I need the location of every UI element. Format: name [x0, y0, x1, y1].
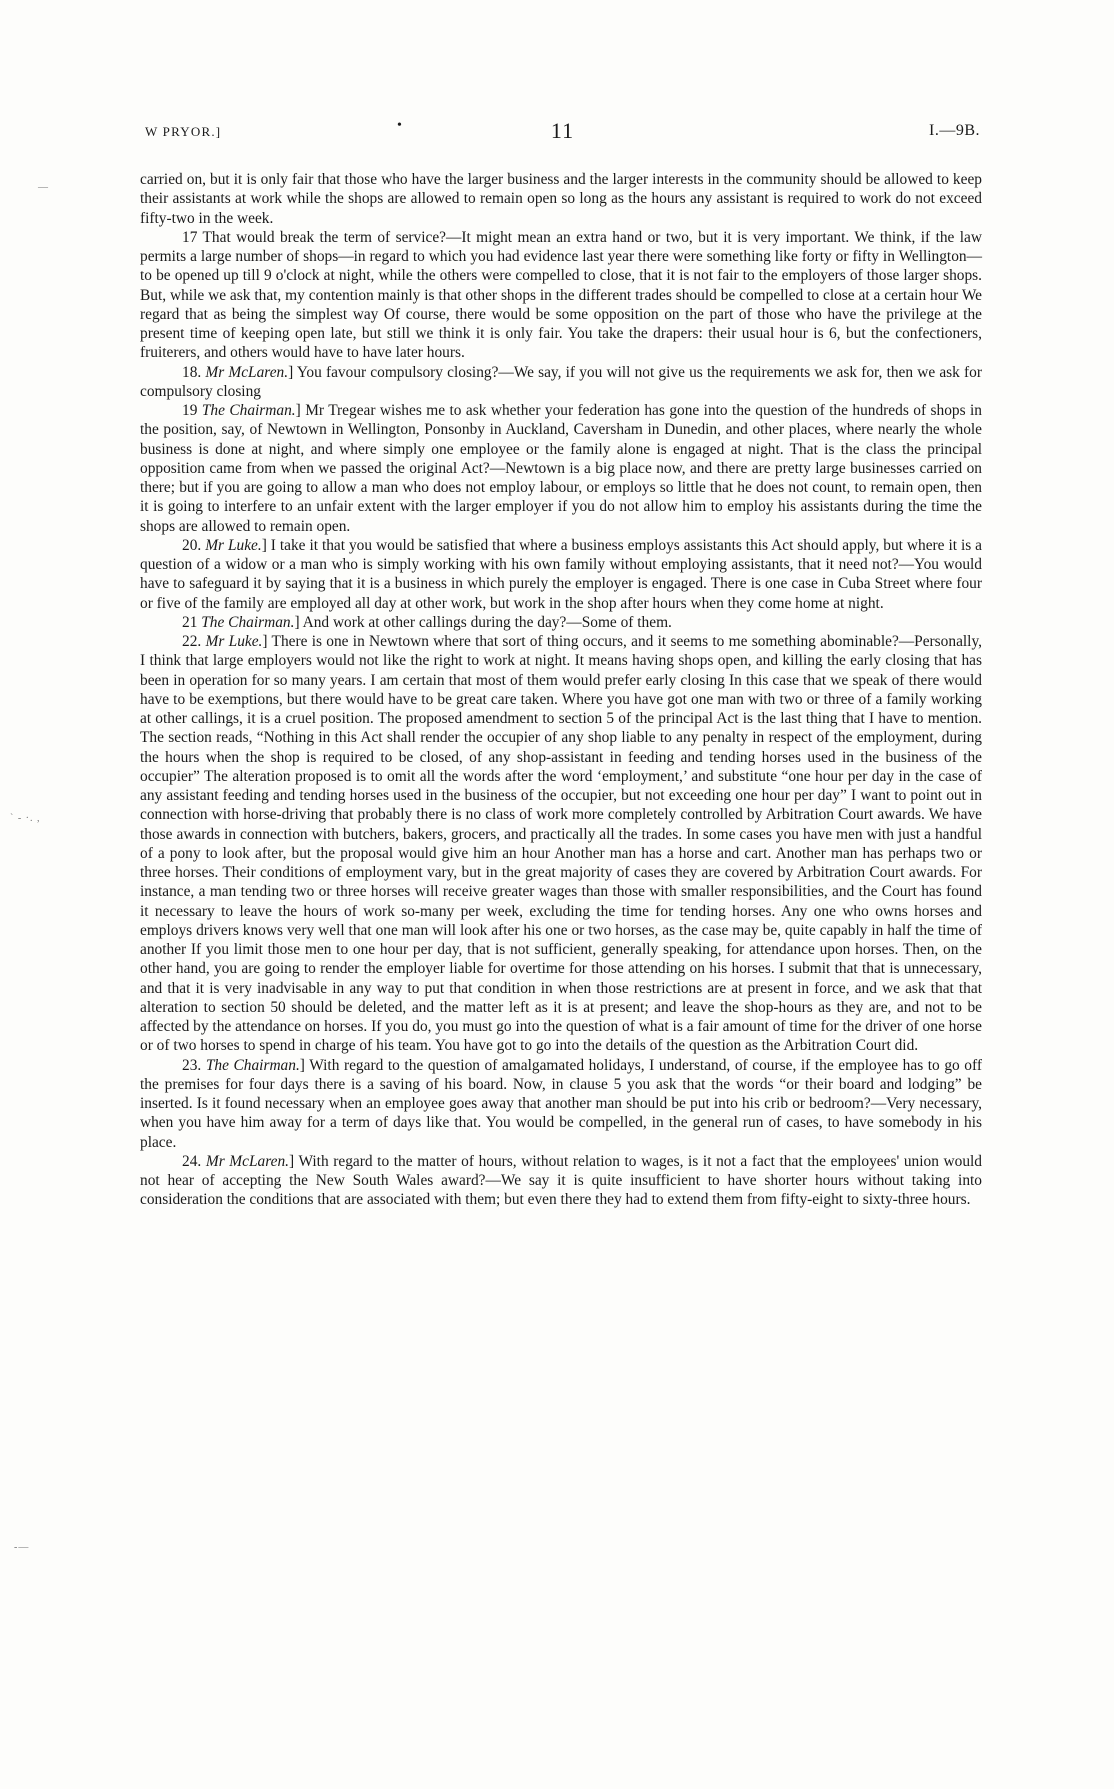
paragraph-q19: [140, 401, 982, 536]
question-number: 18.: [182, 363, 202, 381]
speaker-name: The Chairman.: [201, 402, 296, 419]
question-number: 20.: [182, 536, 202, 554]
body-text: [140, 170, 982, 1210]
document-reference: I.—9B.: [929, 122, 980, 139]
paragraph-text: ] With regard to the question of amalgamated holidays, I understand, of course, if the employee has to go off the premises for four days there is a saving of his board. Now, in clause 5 you ask that the words “or their board and lodging” be inserted. Is it found necessary when an employee goes away that another man should be put into his crib or bedroom?—Very necessary, when you have him away for a term of days like that. You would be compelled, in the general run of cases, to have somebody in his place.: [140, 1056, 982, 1151]
paragraph-q18: [140, 363, 982, 402]
speaker-name: The Chairman.: [205, 1056, 300, 1074]
paragraph-q20: [140, 536, 982, 613]
paragraph-text: ] You favour compulsory closing?—We say, if you will not give us the requirements we ask for, then we ask for compulsory closing: [140, 363, 982, 400]
paragraph-text: ] Mr Tregear wishes me to ask whether your federation has gone into the question of the hundreds of shops in the position, say, of Newtown in Wellington, Ponsonby in Auckland, Caversham in Dunedin, and other places, where nearly the whole business is done at night, and where simply one employee or the family alone is engaged at night. That is the class the principal opposition came from when we passed the original Act?—Newtown is a big place now, and there are pretty large businesses carried on there; but if you are going to allow a man who does not employ labour, or employs so little that he does not count, to remain open, then it is going to interfere to an unfair extent with the larger employer if you do not allow him to employ his assistants during the time the shops are allowed to remain open.: [140, 402, 982, 535]
speaker-name: Mr Luke.: [205, 633, 263, 650]
paragraph-q21: [140, 613, 982, 632]
paragraph-text: ] I take it that you would be satisfied that where a business employs assistants this Act should apply, but where it is a question of a widow or a man who is simply working with his own family without employing assistants, that it need not?—You would have to safeguard it by saying that it is a business in which purely the employer is engaged. There is one case in Cuba Street where four or five of the family are employed all day at other work, but work in the shop after hours when they come home at night.: [140, 536, 982, 612]
paragraph-continuation: [140, 170, 982, 228]
question-number: 17: [182, 228, 198, 246]
margin-scratch: —: [38, 182, 49, 193]
paragraph-q24: [140, 1152, 982, 1210]
speaker-name: Mr Luke.: [205, 536, 262, 554]
question-number: 23.: [182, 1056, 202, 1074]
paragraph-q22: [140, 632, 982, 1056]
question-number: 19: [182, 402, 198, 419]
margin-scratch: ` - ·. ,: [10, 813, 41, 824]
paragraph-text: carried on, but it is only fair that those who have the larger business and the larger interests in the community should be allowed to keep their assistants at work while the shops are allowed to remain open so long as the hours any assistant is required to work do not exceed fifty-two in the week.: [140, 171, 982, 227]
page-number: 11: [550, 118, 575, 143]
speaker-name: Mr McLaren.: [205, 363, 289, 381]
header-bullet-mark: •: [397, 118, 402, 133]
paragraph-text: ] There is one in Newtown where that sort of thing occurs, and it seems to me something abominable?—Personally, I think that large employers would not like the right to work at night. It means having shops open, and killing the early closing that has been in operation for so many years. I am certain that most of them would prefer early closing In this case that we speak of there would have to be exemptions, but there would have to be great care taken. Where you have got one man with two or three of a family working at other callings, it is a cruel position. The proposed amendment to section 5 of the principal Act is the last thing that I have to mention. The section reads, “Nothing in this Act shall render the occupier of any shop liable to any penalty in respect of the employment, during the hours when the shop is required to be closed, of any shop-assistant in feeding and tending horses used in the business of the occupier” The alteration proposed is to omit all the words after the word ‘employment,’ and substitute “one hour per day in the case of any assistant feeding and tending horses used in the business of the occupier, but not exceeding one hour per day” I want to point out in connection with horse-driving that probably there is no class of work more completely controlled by Arbitration Court awards. We have those awards in connection with butchers, bakers, grocers, and practically all the trades. In some cases you have men with just a handful of a pony to look after, but the proposal would give him an hour Another man has a horse and cart. Another man has perhaps two or three horses. Their conditions of employment vary, but in the great majority of cases they are covered by Arbitration Court awards. For instance, a man tending two or three horses will receive greater wages than those with smaller responsibilities, and the Court has found it necessary to leave the hours of work so-many per week, excluding the time for tending horses. Any one who owns horses and employs drivers knows very well that one man will look after his one or two horses, as the case may be, quite capably in half the time of another If you limit those men to one hour per day, that is not sufficient, generally speaking, for attendance upon horses. Then, on the other hand, you are going to render the employer liable for overtime for those attending on his horses. I submit that that is unnecessary, and that it is very inadvisable in any way to put that condition in when those restrictions are at present in force, and we ask that that alteration to section 50 should be deleted, and the matter left as it is at present; and leave the shop-hours as they are, and not to be affected by the attendance on horses. If you do, you must go into the question of what is a fair amount of time for the driver of one horse or of two horses to spend in charge of his team. You have got to go into the details of the question as the Arbitration Court did.: [140, 633, 982, 1055]
speaker-name: The Chairman.: [201, 613, 295, 631]
paragraph-text: ] With regard to the matter of hours, without relation to wages, is it not a fact that the employees' union would not hear of accepting the New South Wales award?—We say it is quite insufficient to have shorter hours without taking into consideration the conditions that are associated with them; but even there they had to extend them from fifty-eight to sixty-three hours.: [140, 1152, 982, 1209]
header-witness-name: W PRYOR.]: [145, 124, 222, 139]
paragraph-q17: [140, 228, 982, 363]
speaker-name: Mr McLaren.: [205, 1152, 290, 1170]
paragraph-text: ] And work at other callings during the day?—Some of them.: [294, 613, 672, 631]
paragraph-q23: [140, 1056, 982, 1152]
paragraph-text: That would break the term of service?—It might mean an extra hand or two, but it is very important. We think, if the law permits a large number of shops—in regard to which you had evidence last year there were something like forty or fifty in Wellington—to be opened up till 9 o'clock at night, while the others were compelled to close, that it is not fair to the employers of those larger shops. But, while we ask that, my contention mainly is that other shops in the different trades should be compelled to close at a certain hour We regard that as being the simplest way Of course, there would be some opposition on the part of those who have the privilege at the present time of keeping open late, but still we think it is only fair. You take the drapers: their usual hour is 6, but the confectioners, fruiterers, and others would have to have later hours.: [140, 228, 982, 362]
margin-scratch: -—: [14, 1542, 30, 1553]
running-header: [145, 120, 980, 146]
question-number: 22.: [182, 633, 202, 650]
question-number: 21: [182, 613, 198, 631]
question-number: 24.: [182, 1152, 202, 1170]
